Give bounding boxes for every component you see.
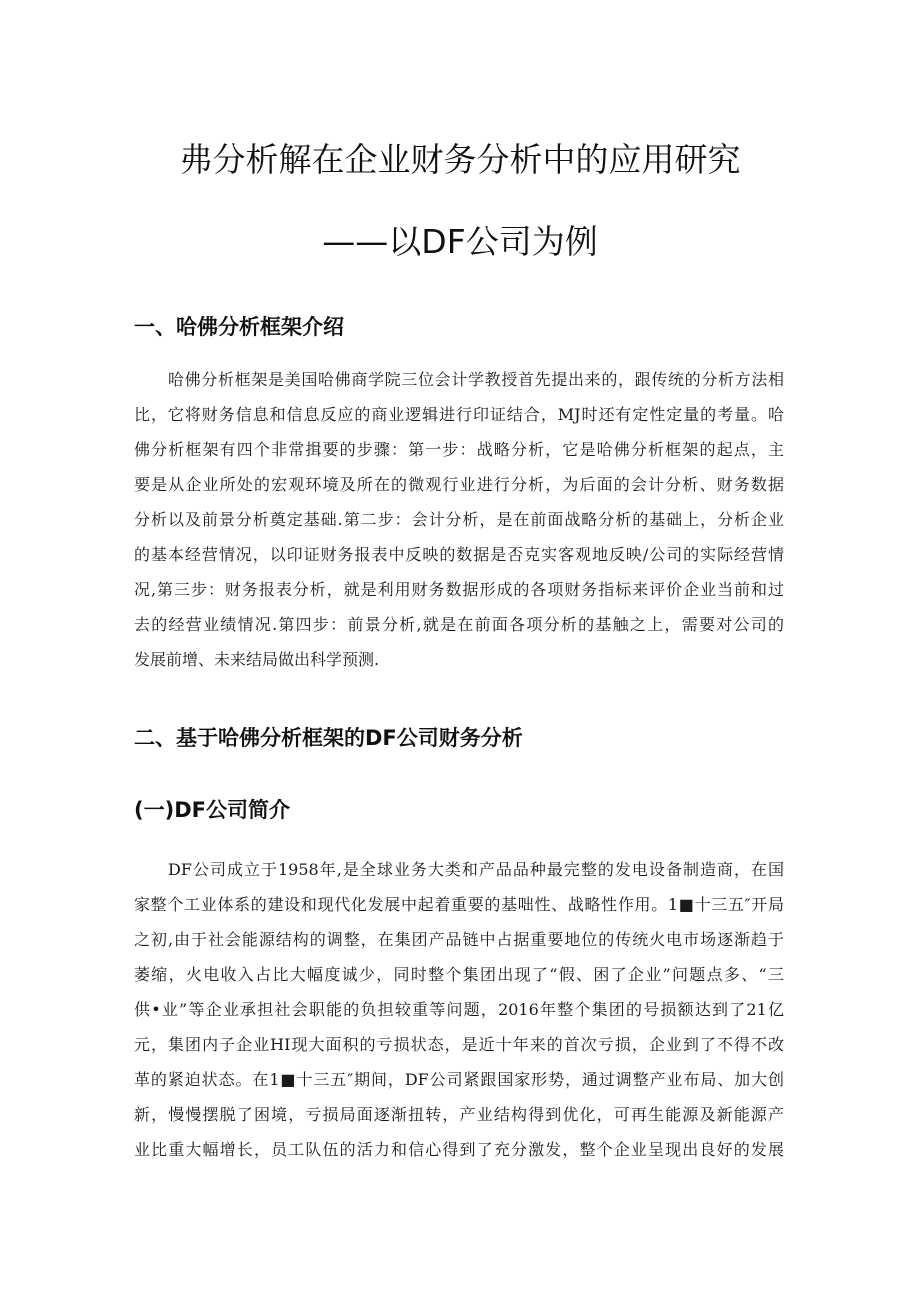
paragraph-line: 要是从企业所处的宏观环境及所在的微观行业进行分析，为后面的会计分析、财务数据 (134, 475, 784, 494)
document-title: 弗分析解在企业财务分析中的应用研究 (179, 140, 741, 179)
subsection-heading-1: (一)DF公司简介 (134, 798, 290, 822)
section-1-paragraph (134, 362, 784, 677)
section-heading-2: 二、基于哈佛分析框架的DF公司财务分析 (134, 726, 523, 750)
paragraph-line: 业比重大幅增长，员工队伍的活力和信心得到了充分激发，整个企业呈现出良好的发展 (134, 1140, 784, 1159)
paragraph-line: 哈佛分析框架是美国哈佛商学院三位会计学教授首先提出来的，跟传统的分析方法相 (168, 370, 784, 389)
paragraph-line: 革的紧迫状态。在1■十三五″期间，DF公司紧跟国家形势，通过调整产业布局、加大创 (134, 1070, 784, 1089)
paragraph-line: 新，慢慢摆脱了困境，亏损局面逐渐扭转，产业结构得到优化，可再生能源及新能源产 (134, 1105, 784, 1124)
paragraph-line: 供•业”等企业承担社会职能的负担较重等问题，2016年整个集团的号损额达到了21亿 (134, 1000, 784, 1019)
paragraph-line: 的基本经营情况，以印证财务报表中反映的数据是否克实客观地反映/公司的实际经营情 (134, 545, 784, 564)
paragraph-line: 分析以及前景分析奠定基础.第二步：会计分析，是在前面战略分析的基础上，分析企业 (134, 510, 784, 529)
section-heading-1: 一、哈佛分析框架介绍 (134, 315, 344, 339)
paragraph-line: 况,第三步：财务报表分析，就是利用财务数据形成的各项财务指标来评价企业当前和过 (134, 580, 784, 599)
paragraph-line: 之初,由于社会能源结构的调整，在集团产品链中占据重要地位的传统火电市场逐渐趋于 (134, 930, 784, 949)
paragraph-line: 比，它将财务信息和信息反应的商业逻辑进行印证结合，MJ时还有定性定量的考量。哈 (134, 405, 784, 424)
paragraph-line: 去的经营业绩情况.第四步：前景分析,就是在前面各项分析的基触之上，需要对公司的 (134, 615, 784, 634)
paragraph-line: 发展前增、未来结局做出科学预测. (134, 650, 380, 669)
paragraph-line: DF公司成立于1958年,是全球业务大类和产品品种最完整的发电设备制造商，在国 (168, 860, 784, 879)
subsection-1-paragraph (134, 852, 784, 1167)
paragraph-line: 家整个工业体系的建设和现代化发展中起着重要的基咄性、战略性作用。1■十三五″开局 (134, 895, 784, 914)
paragraph-line: 佛分析框架有四个非常揖要的步骤：第一步：战略分析，它是哈佛分析框架的起点，主 (134, 440, 784, 459)
paragraph-line: 元，集团内子企业HI现大面积的亏损状态，是近十年来的首次亏损，企业到了不得不改 (134, 1035, 784, 1054)
document-subtitle: ——以DF公司为例 (322, 222, 598, 261)
paragraph-line: 萎缩，火电收入占比大幅度诚少，同时整个集团出现了“假、困了企业”问题点多、“三 (134, 965, 784, 984)
